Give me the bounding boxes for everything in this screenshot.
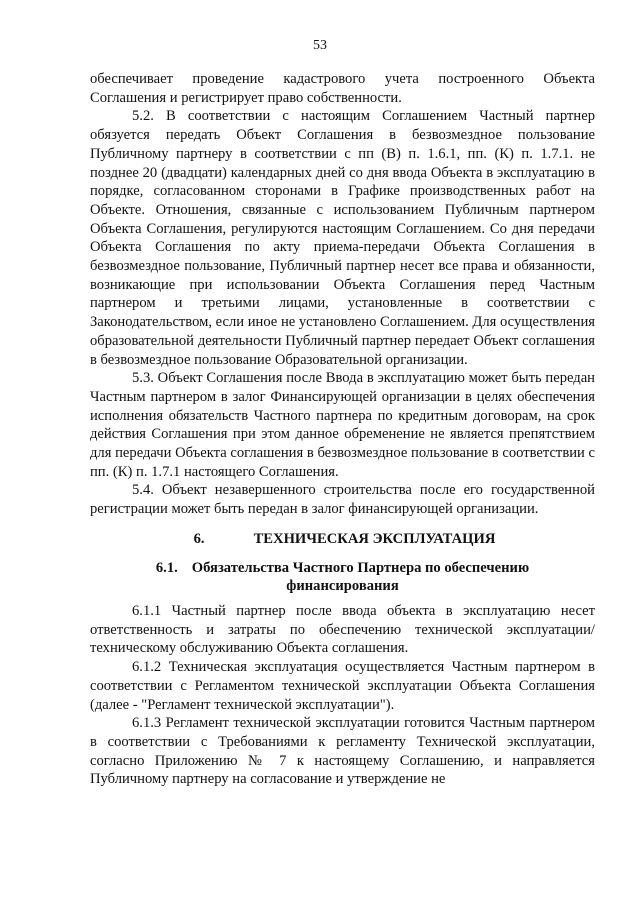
subsection-heading-line-1 xyxy=(90,559,595,578)
subsection-number: 6.1. xyxy=(155,559,178,576)
paragraph-continuation: обеспечивает проведение кадастрового учета построенного Объекта Соглашения и регистрирует право собственности. xyxy=(90,71,595,106)
paragraph-6-1-1: 6.1.1 Частный партнер после ввода объекта в эксплуатацию несет ответственность и затраты по обеспечению технической эксплуатации/техническому обслуживанию Объекта соглашения. xyxy=(90,602,595,657)
section-heading xyxy=(90,530,595,549)
page-number: 53 xyxy=(313,38,327,53)
paragraph-5-2: 5.2. В соответствии с настоящим Соглашением Частный партнер обязуется передать Объект Соглашения в безвозмездное пользование Публичному партнеру в соответствии с пп (В) п. 1.6.1, пп. (К) п. 1.7.1. не позднее 20 (двадцати) календарных дней со дня ввода Объекта в эксплуатацию в порядке, согласованном сторонами в Графике производственных работ на Объекте. Отношения, связанные с использованием Публичным партнером Объекта Соглашения, регулируются настоящим Соглашением. Со дня передачи Объекта Соглашения по акту приема-передачи Объекта Соглашения в безвозмездное пользование, Публичный партнер несет все права и обязанности, возникающие при использовании Объекта Соглашения перед Частным партнером и третьими лицами, установленные в соответствии с Законодательством, если иное не установлено Соглашением. Для осуществления образовательной деятельности Публичный партнер передает Объект соглашения в безвозмездное пользование Образовательной организации. xyxy=(90,108,595,368)
paragraph-5-3: 5.3. Объект Соглашения после Ввода в эксплуатацию может быть передан Частным партнером в залог Финансирующей организации в целях обеспечения исполнения обязательств Частного партнера по кредитным договорам, на срок действия Соглашения при этом данное обременение не является препятствием для передачи Объекта соглашения в безвозмездное пользование в соответствии с пп. (К) п. 1.7.1 настоящего Соглашения. xyxy=(90,370,595,480)
document-body xyxy=(90,70,595,789)
paragraph-5-4: 5.4. Объект незавершенного строительства после его государственной регистрации может быть передан в залог финансирующей организации. xyxy=(90,482,595,518)
section-number: 6. xyxy=(193,530,205,547)
section-title: ТЕХНИЧЕСКАЯ ЭКСПЛУАТАЦИЯ xyxy=(253,530,496,547)
subsection-title-line-1: Обязательства Частного Партнера по обеспечению xyxy=(191,559,530,576)
paragraph-6-1-2: 6.1.2 Техническая эксплуатация осуществляется Частным партнером в соответствии с Регламентом технической эксплуатации Объекта Соглашения (далее - "Регламент технической эксплуатации"). xyxy=(90,659,595,713)
subsection-title-line-2: финансирования xyxy=(286,578,399,595)
subsection-heading xyxy=(90,559,595,596)
paragraph-6-1-3: 6.1.3 Регламент технической эксплуатации готовится Частным партнером в соответствии с Требованиями к регламенту Технической эксплуатации, согласно Приложению № 7 к настоящему Соглашению, и направляется Публичному партнеру на согласование и утверждение не xyxy=(90,715,595,788)
